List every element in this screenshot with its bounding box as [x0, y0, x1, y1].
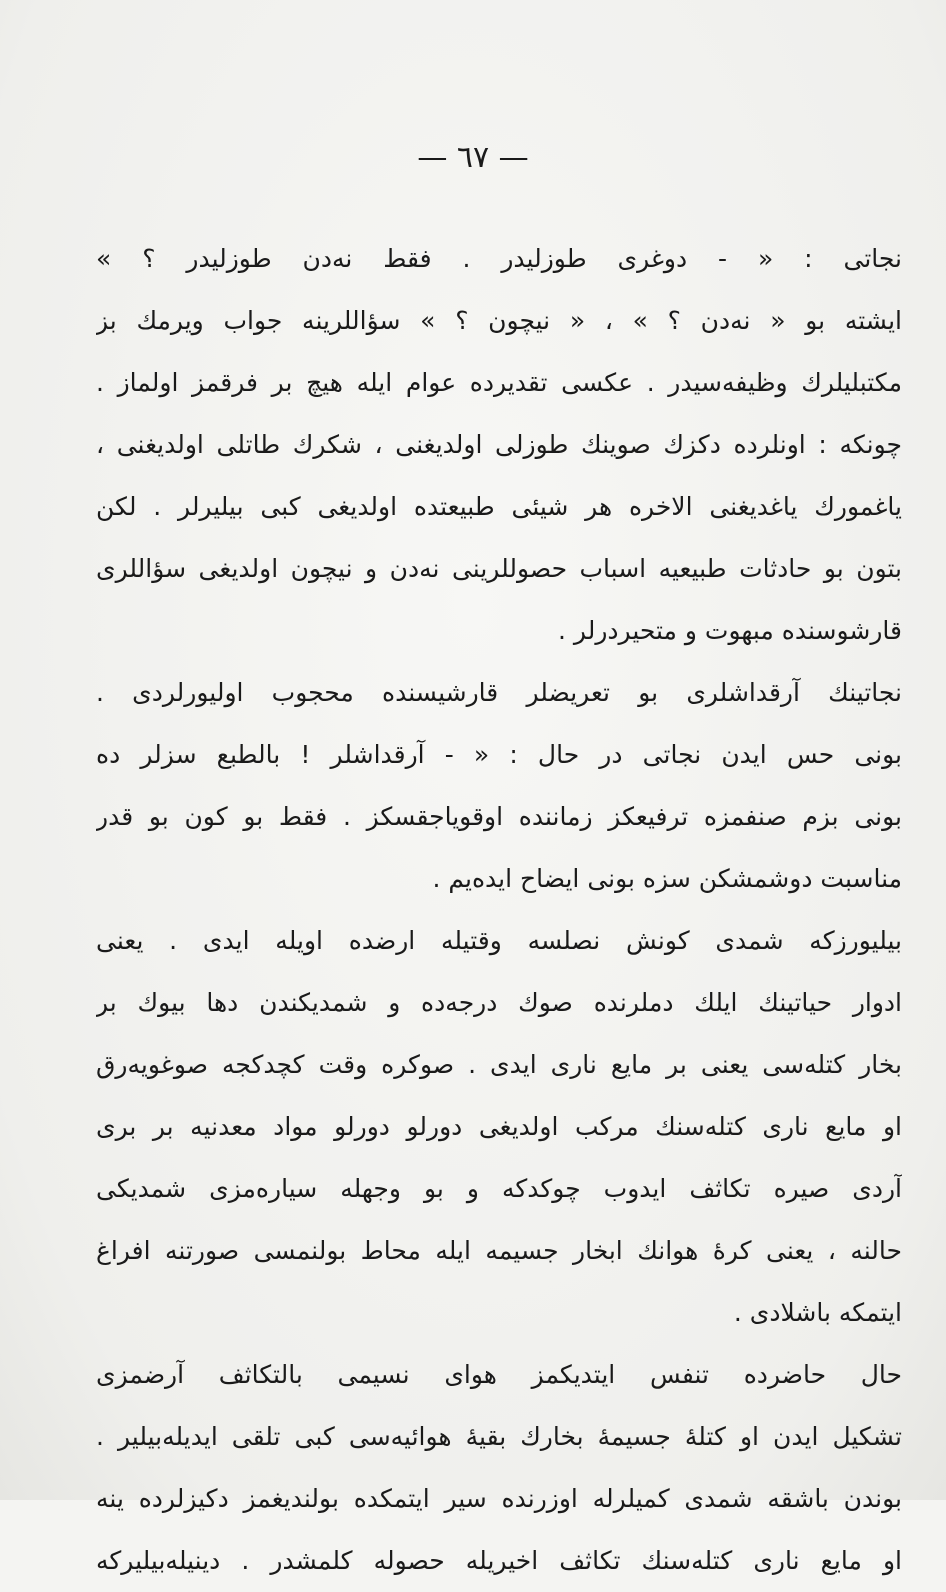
- text-line: بخار کتله‌سی یعنی بر مایع ناری ایدی . صوکره وقت کچدکجه صوغویه‌رق: [96, 1050, 902, 1079]
- text-line: نجاتینك آرقداشلری بو تعریضلر قارشیسنده محجوب اولیورلردی .: [96, 678, 902, 707]
- page-number: — ٦٧ —: [417, 140, 529, 175]
- text-line: ایشته بو « نه‌دن ؟ » ، « نیچون ؟ » سؤاللرینه جواب ویرمك بز: [96, 306, 902, 335]
- text-line: ادوار حیاتینك ایلك دملرنده صوك درجه‌ده و شمدیکندن دها بیوك بر: [96, 988, 902, 1017]
- text-line: بتون بو حادثات طبیعیه اسباب حصوللرینی نه‌دن و نیچون اولدیغی سؤاللری: [96, 554, 902, 583]
- text-line: بوندن باشقه شمدی کمیلرله اوزرنده سیر ایتمکده بولندیغمز دکیزلرده ینه: [96, 1484, 902, 1513]
- text-line: آردی صیره تکاثف ایدوب چوکدکه و بو وجهله سیاره‌مزی شمدیکی: [96, 1174, 902, 1203]
- text-line: مناسبت دوشمشکن سزه بونی ایضاح ایده‌یم .: [432, 864, 902, 893]
- text-line: حالنه ، یعنی کرهٔ هوانك ابخار جسیمه ایله محاط بولنمسی صورتنه افراغ: [96, 1236, 902, 1265]
- text-line: یاغمورك یاغدیغنی الاخره هر شیئی طبیعتده اولدیغی کبی بیلیرلر . لکن: [96, 492, 902, 521]
- text-line: او مایع ناری کتله‌سنك تکاثف اخیریله حصوله کلمشدر . دینیله‌بیلیرکه: [96, 1546, 902, 1575]
- text-line: بیلیورزکه شمدی کونش نصلسه وقتیله ارضده اویله ایدی . یعنی: [96, 926, 902, 955]
- text-line: او مایع ناری کتله‌سنك مرکب اولدیغی دورلو دورلو مواد معدنیه بر بری: [96, 1112, 902, 1141]
- text-line: تشکیل ایدن او کتلهٔ جسیمهٔ بخارك بقیهٔ هوائیه‌سی کبی تلقی ایدیله‌بیلیر .: [96, 1422, 902, 1451]
- text-line: بونی حس ایدن نجاتی در حال : « - آرقداشلر ! بالطبع سزلر ده: [96, 740, 902, 769]
- text-line: حال حاضرده تنفس ایتدیکمز هوای نسیمی بالتکاثف آرضمزی: [96, 1360, 902, 1389]
- text-body: [96, 228, 902, 1592]
- text-line: نجاتی : « - دوغری طوزلیدر . فقط نه‌دن طوزلیدر ؟ »: [96, 244, 902, 273]
- text-line: ایتمکه باشلادی .: [733, 1298, 902, 1327]
- text-line: بونی بزم صنفمزه ترفیعکز زماننده اوقویاجقسکز . فقط بو کون بو قدر: [96, 802, 902, 831]
- text-line: قارشوسنده مبهوت و متحیردرلر .: [558, 616, 902, 645]
- text-line: چونکه : اونلرده دکزك صوینك طوزلی اولدیغنی ، شکرك طاتلی اولدیغنی ،: [96, 430, 902, 459]
- text-line: مکتبلیلرك وظیفه‌سیدر . عکسی تقدیرده عوام ایله هیچ بر فرقمز اولماز .: [96, 368, 902, 397]
